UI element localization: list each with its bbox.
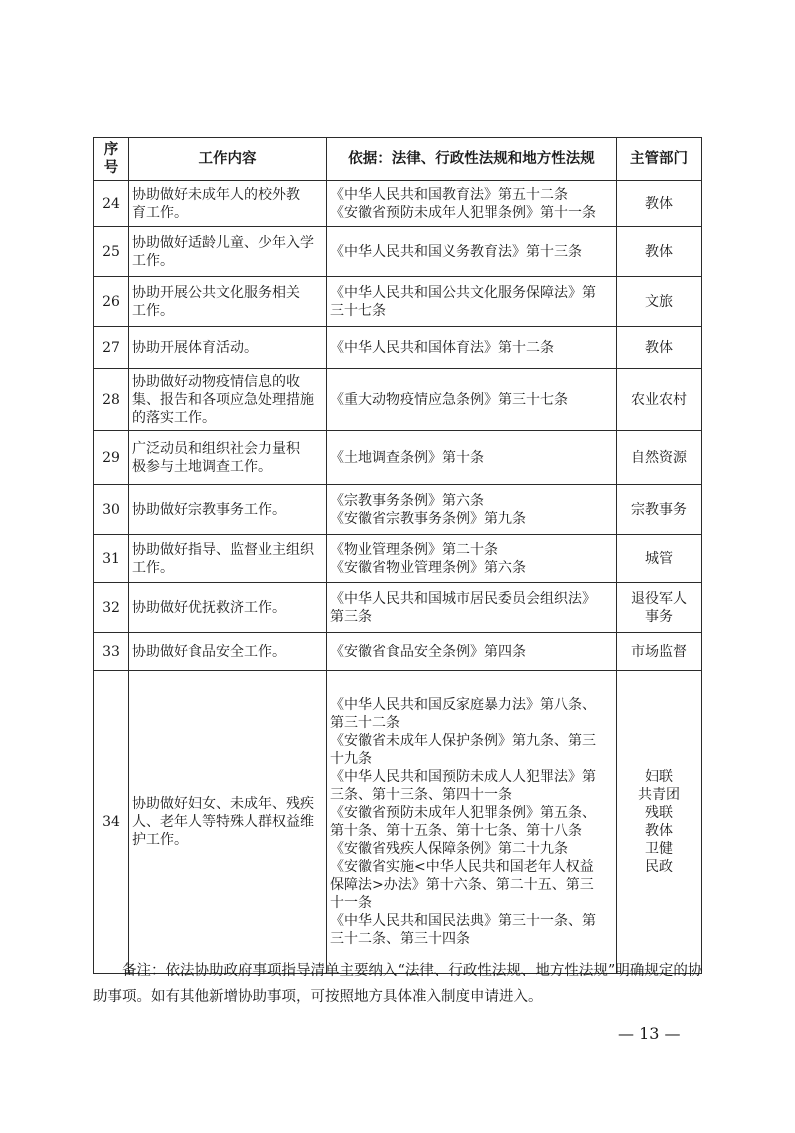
row-legal-basis <box>327 227 617 277</box>
row-legal-basis-line: 第三十二条 <box>330 715 400 731</box>
row-department-line: 共青团 <box>638 787 680 803</box>
row-legal-basis-line: 《安徽省预防未成年人犯罪条例》第五条、 <box>330 805 596 821</box>
table-row <box>94 181 702 227</box>
row-serial-number: 29 <box>94 431 129 485</box>
row-legal-basis-line: 《宗教事务条例》第六条 <box>330 492 484 509</box>
row-legal-basis-line: 《中华人民共和国义务教育法》第十三条 <box>330 243 582 260</box>
row-work-content-line: 护工作。 <box>132 832 188 848</box>
table-row <box>94 277 702 327</box>
row-legal-basis-line: 《中华人民共和国教育法》第五十二条 <box>330 186 568 203</box>
table-row <box>94 227 702 277</box>
row-work-content-line: 协助做好妇女、未成年、残疾 <box>132 796 314 812</box>
row-serial-number: 27 <box>94 327 129 369</box>
row-department <box>617 633 702 671</box>
row-legal-basis-line: 《安徽省残疾人保障条例》第二十九条 <box>330 841 568 857</box>
assistance-items-table <box>93 137 702 974</box>
row-work-content-line: 协助做好动物疫情信息的收 <box>132 373 300 390</box>
row-legal-basis-line: 《重大动物疫情应急条例》第三十七条 <box>330 391 568 408</box>
row-work-content-line: 协助开展体育活动。 <box>132 339 258 356</box>
row-department-line: 民政 <box>645 859 673 875</box>
row-work-content <box>129 535 327 583</box>
row-department-line: 市场监督 <box>631 643 687 660</box>
row-legal-basis-line: 十九条 <box>330 751 372 767</box>
row-department <box>617 327 702 369</box>
row-work-content-line: 协助做好未成年人的校外教 <box>132 186 300 203</box>
row-department-line: 教体 <box>645 339 673 356</box>
row-work-content-line: 极参与土地调查工作。 <box>132 458 272 475</box>
row-legal-basis-line: 《中华人民共和国城市居民委员会组织法》 <box>330 590 596 607</box>
row-legal-basis-line: 十一条 <box>330 895 372 911</box>
table-row <box>94 671 702 974</box>
row-legal-basis <box>327 431 617 485</box>
row-serial-number: 34 <box>94 671 129 974</box>
row-legal-basis-line: 第三条 <box>330 608 372 625</box>
row-department <box>617 181 702 227</box>
row-department-line: 城管 <box>645 550 673 567</box>
row-legal-basis <box>327 369 617 431</box>
row-legal-basis <box>327 535 617 583</box>
row-legal-basis-line: 《中华人民共和国体育法》第十二条 <box>330 339 554 356</box>
header-work-content: 工作内容 <box>129 138 327 181</box>
row-legal-basis-line: 《土地调查条例》第十条 <box>330 449 484 466</box>
row-serial-number: 32 <box>94 583 129 633</box>
row-legal-basis-line: 第十条、第十五条、第十七条、第十八条 <box>330 823 582 839</box>
row-work-content-line: 协助做好适龄儿童、少年入学 <box>132 234 314 251</box>
row-work-content-line: 广泛动员和组织社会力量积 <box>132 440 300 457</box>
row-work-content <box>129 633 327 671</box>
row-work-content-line: 协助做好优抚救济工作。 <box>132 599 286 616</box>
table-row <box>94 535 702 583</box>
table-row <box>94 485 702 535</box>
row-work-content-line: 协助做好食品安全工作。 <box>132 643 286 660</box>
row-department-line: 妇联 <box>645 769 673 785</box>
row-work-content-line: 协助做好宗教事务工作。 <box>132 501 286 518</box>
row-department <box>617 583 702 633</box>
row-serial-number: 26 <box>94 277 129 327</box>
row-department-line: 教体 <box>645 195 673 212</box>
row-serial-number: 31 <box>94 535 129 583</box>
header-serial-number: 序号 <box>94 138 129 181</box>
row-work-content <box>129 277 327 327</box>
table-row <box>94 431 702 485</box>
row-legal-basis <box>327 181 617 227</box>
row-department-line: 事务 <box>645 608 673 625</box>
row-legal-basis-line: 三十二条、第三十四条 <box>330 931 470 947</box>
table-header-row <box>94 138 702 181</box>
remark-note: 备注：依法协助政府事项指导清单主要纳入“法律、行政性法规、地方性法规”明确规定的协助事项。如有其他新增协助事项，可按照地方具体准入制度申请进入。 <box>93 963 703 1005</box>
row-work-content <box>129 369 327 431</box>
row-department <box>617 485 702 535</box>
row-serial-number: 28 <box>94 369 129 431</box>
row-legal-basis-line: 《安徽省未成年人保护条例》第九条、第三 <box>330 733 596 749</box>
row-department-line: 残联 <box>645 805 673 821</box>
row-legal-basis-line: 三条、第十三条、第四十一条 <box>330 787 512 803</box>
row-department-line: 退役军人 <box>631 590 687 607</box>
row-work-content-line: 工作。 <box>132 302 174 319</box>
row-department <box>617 671 702 974</box>
table-row <box>94 369 702 431</box>
row-legal-basis-line: 《中华人民共和国反家庭暴力法》第八条、 <box>330 697 596 713</box>
row-legal-basis-line: 《中华人民共和国公共文化服务保障法》第 <box>330 284 596 301</box>
row-legal-basis-line: 《安徽省宗教事务条例》第九条 <box>330 510 526 527</box>
row-legal-basis-line: 《安徽省物业管理条例》第六条 <box>330 559 526 576</box>
row-legal-basis-line: 《物业管理条例》第二十条 <box>330 541 498 558</box>
row-department-line: 宗教事务 <box>631 501 687 518</box>
row-work-content-line: 的落实工作。 <box>132 409 216 426</box>
row-serial-number: 33 <box>94 633 129 671</box>
page-number: — 13 — <box>618 1024 681 1043</box>
row-department <box>617 369 702 431</box>
row-legal-basis <box>327 485 617 535</box>
row-department-line: 文旅 <box>645 293 673 310</box>
row-department-line: 卫健 <box>645 841 673 857</box>
row-department <box>617 227 702 277</box>
row-work-content <box>129 227 327 277</box>
row-work-content <box>129 583 327 633</box>
row-legal-basis-line: 《安徽省预防未成年人犯罪条例》第十一条 <box>330 204 596 221</box>
row-work-content-line: 育工作。 <box>132 204 188 221</box>
row-work-content-line: 集、报告和各项应急处理措施 <box>132 391 314 408</box>
row-legal-basis <box>327 327 617 369</box>
row-legal-basis-line: 保障法>办法》第十六条、第二十五、第三 <box>330 877 594 893</box>
row-department <box>617 535 702 583</box>
row-work-content <box>129 327 327 369</box>
row-legal-basis-line: 《安徽省实施<中华人民共和国老年人权益 <box>330 859 594 875</box>
row-legal-basis-line: 《中华人民共和国民法典》第三十一条、第 <box>330 913 596 929</box>
row-department-line: 教体 <box>645 243 673 260</box>
row-legal-basis <box>327 583 617 633</box>
row-work-content <box>129 431 327 485</box>
row-department-line: 教体 <box>645 823 673 839</box>
row-serial-number: 25 <box>94 227 129 277</box>
row-legal-basis-line: 《安徽省食品安全条例》第四条 <box>330 643 526 660</box>
row-department-line: 自然资源 <box>631 449 687 466</box>
row-legal-basis <box>327 633 617 671</box>
row-legal-basis-line: 《中华人民共和国预防未成人人犯罪法》第 <box>330 769 596 785</box>
row-legal-basis <box>327 671 617 974</box>
row-work-content-line: 协助做好指导、监督业主组织 <box>132 541 314 558</box>
table-row <box>94 633 702 671</box>
row-work-content-line: 工作。 <box>132 252 174 269</box>
row-work-content <box>129 671 327 974</box>
header-department: 主管部门 <box>617 138 702 181</box>
row-serial-number: 24 <box>94 181 129 227</box>
row-department-line: 农业农村 <box>631 391 687 408</box>
row-work-content-line: 工作。 <box>132 559 174 576</box>
row-legal-basis <box>327 277 617 327</box>
row-work-content-line: 协助开展公共文化服务相关 <box>132 284 300 301</box>
table-row <box>94 583 702 633</box>
table-row <box>94 327 702 369</box>
row-work-content <box>129 485 327 535</box>
row-serial-number: 30 <box>94 485 129 535</box>
row-department <box>617 277 702 327</box>
row-work-content <box>129 181 327 227</box>
header-legal-basis: 依据：法律、行政性法规和地方性法规 <box>327 138 617 181</box>
row-department <box>617 431 702 485</box>
row-legal-basis-line: 三十七条 <box>330 302 386 319</box>
row-work-content-line: 人、老年人等特殊人群权益维 <box>132 814 314 830</box>
